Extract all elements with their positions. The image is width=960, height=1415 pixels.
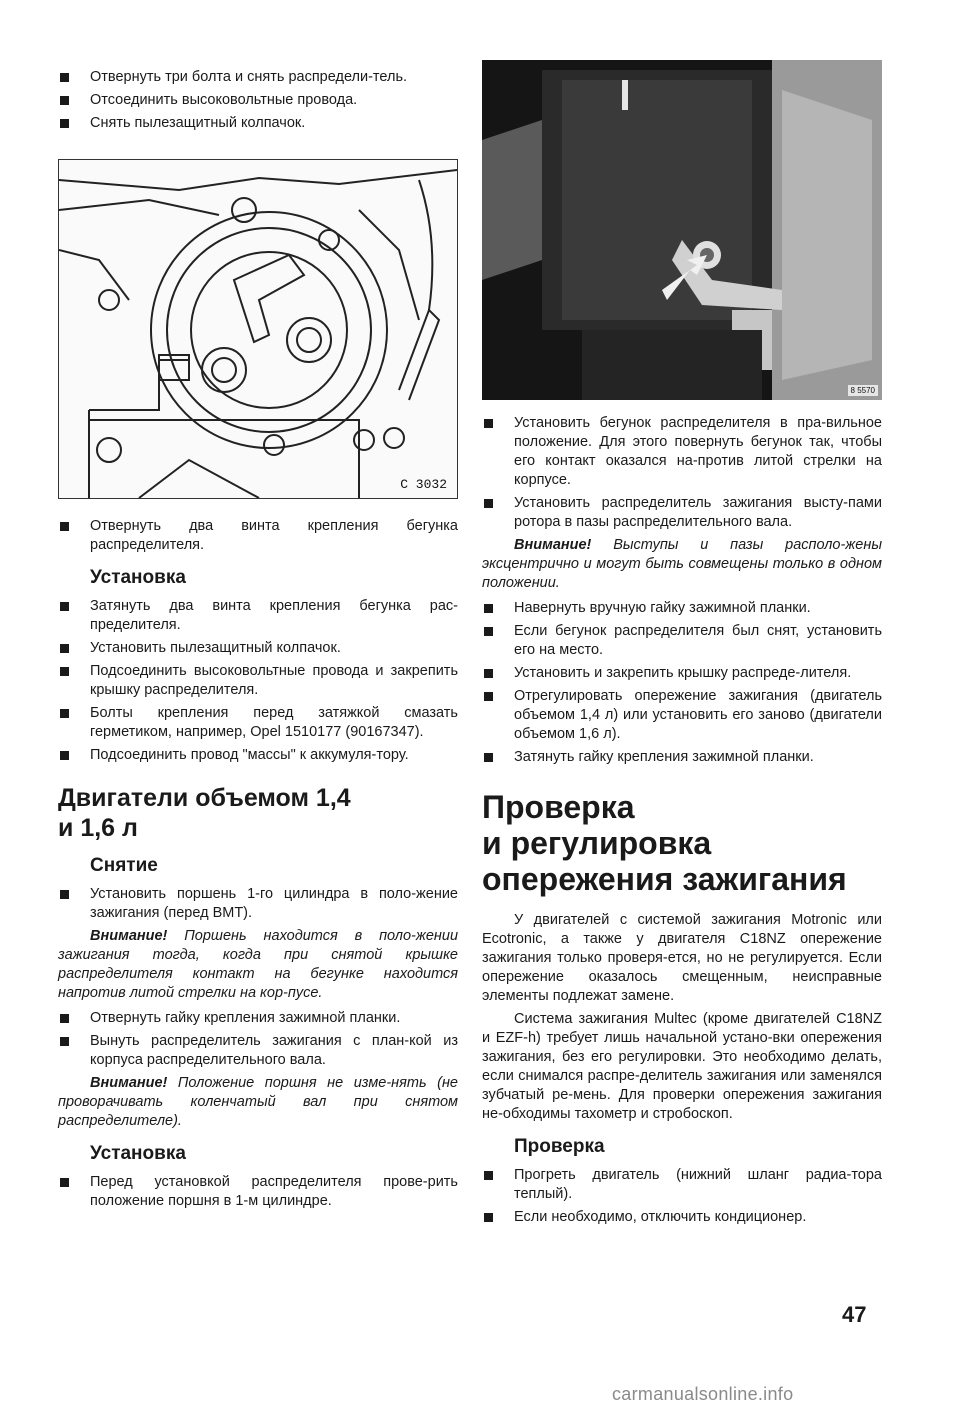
section-title-line: Проверка <box>482 789 635 825</box>
list-item: Отвернуть гайку крепления зажимной планки. <box>58 1009 458 1028</box>
warning-text: Поршень находится в поло-жении зажигания тогда, когда при снятой крышке распределителя контакт на бегунке находится напротив литой стрелки на кор-пусе. <box>58 928 459 1001</box>
install2-bullet-list <box>58 1173 458 1211</box>
list-item: Установить распределитель зажигания высту-пами ротора в пазы распределительного вала. <box>482 494 882 532</box>
body-paragraph: Система зажигания Multec (кроме двигателей C18NZ и EZF-h) требует лишь начальной устано-вки опережения зажигания, без его регулировки. Это необходимо делать, если снимался распре-делитель зажигания или заменялся зубчатый ре-мень. Для проверки опережения зажигания не-обходимы тахометр и стробоскоп. <box>482 1011 882 1122</box>
right-bullet-list-2 <box>482 599 882 767</box>
removal-heading: Снятие <box>90 855 158 876</box>
after-figure-bullet-list <box>58 517 458 555</box>
list-item: Навернуть вручную гайку зажимной планки. <box>482 599 882 618</box>
engine-photo-image <box>482 60 882 400</box>
list-item: Болты крепления перед затяжкой смазать герметиком, например, Opel 1510177 (90167347). <box>58 704 458 742</box>
install2-heading: Установка <box>90 1143 186 1164</box>
warning-note <box>58 1074 458 1131</box>
list-item: Подсоединить провод "массы" к аккумуля-тору. <box>58 746 458 765</box>
list-item: Установить и закрепить крышку распреде-лителя. <box>482 664 882 683</box>
figure-code: C 3032 <box>400 477 447 492</box>
warning-label: Внимание! <box>90 928 168 944</box>
page-number: 47 <box>842 1302 867 1327</box>
list-item: Отсоединить высоковольтные провода. <box>58 91 458 110</box>
warning-text: Положение поршня не изме-нять (не проворачивать коленчатый вал при снятом распределителе). <box>58 1075 458 1129</box>
warning-note <box>58 927 458 1003</box>
removal-bullet-list <box>58 885 458 923</box>
distributor-figure <box>58 159 458 499</box>
intro-bullet-list <box>58 68 458 133</box>
list-item: Установить бегунок распределителя в пра-вильное положение. Для этого повернуть бегунок так, чтобы его контакт оказался на-против литой стрелки на корпусе. <box>482 414 882 490</box>
list-item: Если бегунок распределителя был снят, установить его на место. <box>482 622 882 660</box>
check-bullet-list <box>482 1166 882 1227</box>
list-item: Затянуть гайку крепления зажимной планки. <box>482 748 882 767</box>
list-item: Отвернуть два винта крепления бегунка распределителя. <box>58 517 458 555</box>
list-item: Если необходимо, отключить кондиционер. <box>482 1208 882 1227</box>
list-item: Перед установкой распределителя прове-рить положение поршня в 1-м цилиндре. <box>58 1173 458 1211</box>
watermark: carmanualsonline.info <box>612 1384 794 1404</box>
engines-heading: Двигатели объемом 1,4 и 1,6 л <box>58 784 351 842</box>
list-item: Снять пылезащитный колпачок. <box>58 114 458 133</box>
warning-text: Выступы и пазы располо-жены эксцентрично и могут быть совмещены только в одном положении. <box>482 537 882 591</box>
removal-bullet-list-2 <box>58 1009 458 1070</box>
warning-label: Внимание! <box>90 1075 168 1091</box>
left-column <box>58 0 458 1215</box>
list-item: Вынуть распределитель зажигания с план-кой из корпуса распределительного вала. <box>58 1032 458 1070</box>
list-item: Отвернуть три болта и снять распредели-тель. <box>58 68 458 87</box>
warning-note <box>482 536 882 593</box>
section-title-line: опережения зажигания <box>482 861 847 897</box>
body-paragraph: У двигателей с системой зажигания Motronic или Ecotronic, а также у двигателя C18NZ опережение зажигания только проверя-ется, но не регулируется. Если опережение оказалось смещенным, неисправные элементы подлежат замене. <box>482 912 882 1004</box>
list-item: Установить пылезащитный колпачок. <box>58 639 458 658</box>
distributor-drawing <box>59 160 457 498</box>
install-heading: Установка <box>90 567 186 588</box>
photo-code: 8 5570 <box>848 385 878 396</box>
warning-label: Внимание! <box>514 537 592 553</box>
list-item: Подсоединить высоковольтные провода и закрепить крышку распределителя. <box>58 662 458 700</box>
section-title <box>482 789 882 897</box>
right-bullet-list-1 <box>482 414 882 532</box>
list-item: Прогреть двигатель (нижний шланг радиа-тора теплый). <box>482 1166 882 1204</box>
list-item: Отрегулировать опережение зажигания (двигатель объемом 1,4 л) или установить его заново (двигатели объемом 1,6 л). <box>482 687 882 744</box>
check-heading: Проверка <box>514 1136 605 1157</box>
right-column <box>482 0 882 1231</box>
list-item: Установить поршень 1-го цилиндра в поло-жение зажигания (перед ВМТ). <box>58 885 458 923</box>
section-title-line: и регулировка <box>482 825 712 861</box>
engine-photo <box>482 60 882 400</box>
list-item: Затянуть два винта крепления бегунка рас-пределителя. <box>58 597 458 635</box>
install-bullet-list <box>58 597 458 765</box>
